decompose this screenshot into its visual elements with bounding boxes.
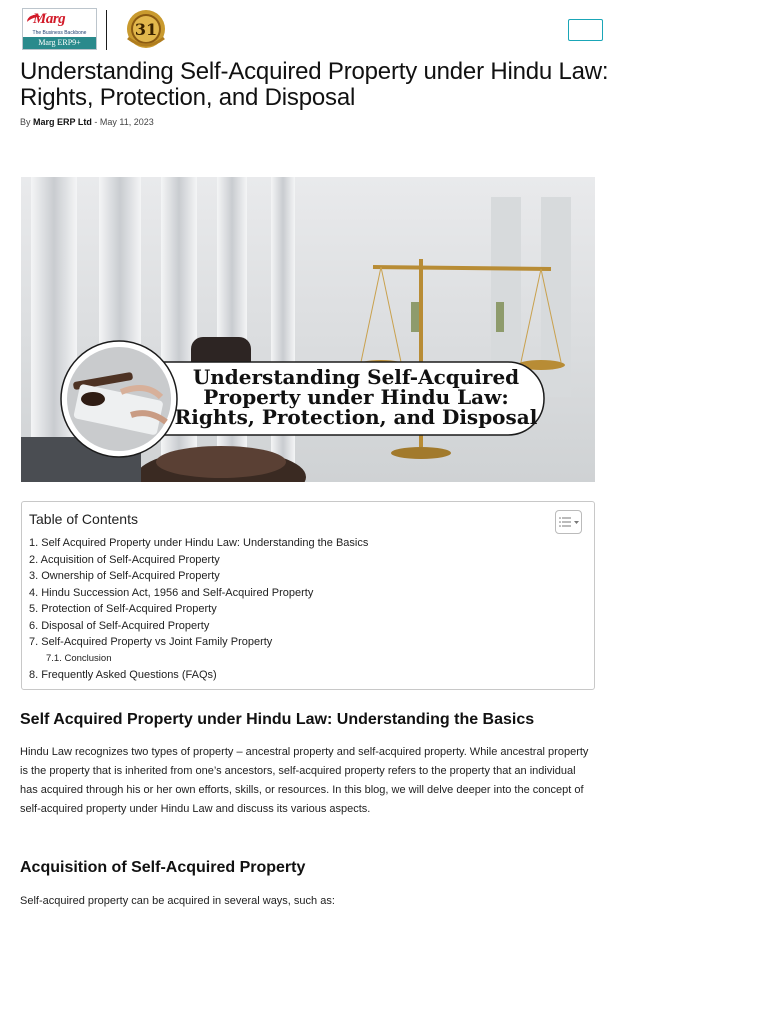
- section-heading-basics: Self Acquired Property under Hindu Law: Understanding the Basics: [20, 711, 535, 728]
- menu-button[interactable]: [568, 19, 603, 41]
- toc-list-icon: [556, 511, 581, 533]
- logo-product: Marg ERP9+: [23, 37, 96, 49]
- publish-date: May 11, 2023: [99, 117, 154, 127]
- toc-item[interactable]: 7. Self-Acquired Property vs Joint Family Property: [29, 636, 273, 648]
- toc-item[interactable]: 1. Self Acquired Property under Hindu Law: Understanding the Basics: [29, 537, 369, 549]
- toc-item[interactable]: 3. Ownership of Self-Acquired Property: [29, 570, 220, 582]
- site-header: [0, 0, 768, 56]
- by-label: By: [20, 117, 31, 127]
- hero-overlay-title: Understanding Self-Acquired Property under Hindu Law: Rights, Protection, and Disposal: [174, 365, 538, 429]
- badge-number: 31: [134, 20, 158, 39]
- toc-item[interactable]: 2. Acquisition of Self-Acquired Property: [29, 553, 220, 566]
- logo-divider: [106, 10, 107, 50]
- logo-brand: Marg: [33, 11, 66, 27]
- toc-subitem[interactable]: 7.1. Conclusion: [46, 652, 112, 664]
- hero-illustration: [21, 177, 595, 482]
- hero-image: [21, 177, 595, 482]
- toc-item[interactable]: 5. Protection of Self-Acquired Property: [29, 603, 217, 615]
- author-link[interactable]: Marg ERP Ltd: [33, 117, 92, 127]
- marg-logo[interactable]: [22, 8, 97, 50]
- toc-toggle-button[interactable]: [555, 510, 582, 534]
- article-title: Understanding Self-Acquired Property under Hindu Law: Rights, Protection, and Disposal: [20, 58, 609, 111]
- anniversary-badge-icon: [124, 8, 168, 50]
- toc-title: Table of Contents: [29, 511, 138, 527]
- section-body-basics: Hindu Law recognizes two types of property – ancestral property and self-acquired property. While ancestral property is the property that is inherited from one’s ancestors, self-acquired property refers to the property that an individual has acquired through his or her own efforts, skills, or resources. In this blog, we will delve deeper into the concept of self-acquired property under Hindu Law and discuss its various aspects.: [20, 746, 589, 815]
- article-meta: [20, 117, 154, 127]
- toc-item[interactable]: 6. Disposal of Self-Acquired Property: [29, 619, 210, 632]
- meta-separator: -: [94, 117, 98, 127]
- logo-tagline: The Business Backbone: [32, 30, 87, 36]
- toc-item[interactable]: 4. Hindu Succession Act, 1956 and Self-Acquired Property: [29, 586, 314, 599]
- section-body-acquisition: Self-acquired property can be acquired in several ways, such as:: [20, 895, 335, 907]
- section-heading-acquisition: Acquisition of Self-Acquired Property: [20, 859, 306, 876]
- toc-list: [29, 535, 368, 684]
- toc-item[interactable]: 8. Frequently Asked Questions (FAQs): [29, 669, 217, 681]
- table-of-contents: [21, 501, 595, 690]
